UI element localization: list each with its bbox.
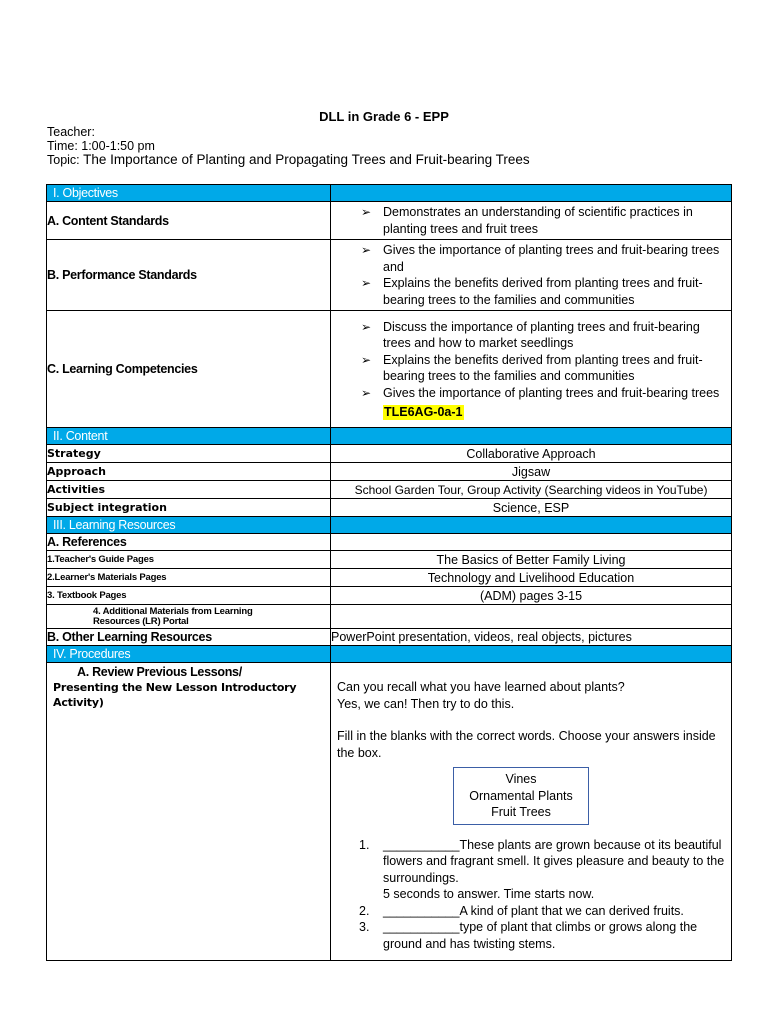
item-number: 1. — [359, 837, 370, 852]
performance-standards-row — [47, 240, 732, 311]
content-standards-list — [331, 202, 731, 239]
arrow-bullet-icon: ➢ — [361, 276, 372, 290]
table-row — [47, 499, 732, 517]
textbook-pages-label: 3. Textbook Pages — [47, 587, 331, 605]
teachers-guide-label: 1.Teacher's Guide Pages — [47, 551, 331, 569]
arrow-bullet-icon: ➢ — [361, 385, 372, 400]
time-line: Time: 1:00-1:50 pm — [47, 139, 155, 153]
list-item: ➢ Gives the importance of planting trees and fruit-bearing trees — [361, 385, 720, 400]
other-resources-value: PowerPoint presentation, videos, real objects, pictures — [331, 629, 732, 646]
performance-standards-label: B. Performance Standards — [47, 240, 331, 311]
list-item — [337, 837, 725, 903]
review-lesson-sublabel: Presenting the New Lesson Introductory Activity) — [53, 681, 297, 709]
table-row — [47, 569, 732, 587]
teachers-guide-value: The Basics of Better Family Living — [331, 551, 732, 569]
content-standards-label: A. Content Standards — [47, 202, 331, 240]
instruction-text: Fill in the blanks with the correct words. Choose your answers inside the box. — [337, 729, 716, 760]
subject-integration-label: Subject integration — [47, 499, 331, 517]
section-learning-resources — [47, 517, 732, 534]
item-number: 2. — [359, 903, 370, 918]
dll-table — [46, 184, 732, 961]
item-text: ___________A kind of plant that we can derived fruits. — [383, 903, 684, 918]
section-label: III. Learning Resources — [47, 517, 331, 534]
document-title: DLL in Grade 6 - EPP — [319, 109, 449, 124]
activities-value: School Garden Tour, Group Activity (Searching videos in YouTube) — [331, 481, 732, 499]
table-row — [47, 587, 732, 605]
table-row — [47, 629, 732, 646]
learners-materials-label: 2.Learner's Materials Pages — [47, 569, 331, 587]
intro-answer: Yes, we can! Then try to do this. — [337, 696, 515, 711]
arrow-bullet-icon: ➢ — [361, 319, 372, 334]
arrow-bullet-icon: ➢ — [361, 243, 372, 257]
section-objectives — [47, 185, 732, 202]
table-row — [47, 445, 732, 463]
intro-question: Can you recall what you have learned about plants? — [337, 680, 625, 694]
timer-note: 5 seconds to answer. Time starts now. — [383, 887, 595, 901]
learning-competencies-list — [331, 317, 731, 404]
topic-label: Topic: — [47, 153, 80, 167]
learners-materials-value: Technology and Livelihood Education — [331, 569, 732, 587]
section-procedures — [47, 646, 732, 663]
review-lesson-row — [47, 663, 732, 961]
performance-standards-list — [331, 240, 731, 310]
approach-label: Approach — [47, 463, 331, 481]
choice-item: Vines — [505, 772, 537, 786]
table-row — [47, 481, 732, 499]
choice-item: Ornamental Plants — [469, 788, 573, 803]
choice-item: Fruit Trees — [491, 805, 551, 819]
item-text: ___________type of plant that climbs or grows along the ground and has twisting stems. — [383, 920, 698, 951]
item-number: 3. — [359, 920, 370, 934]
list-item — [337, 903, 725, 920]
other-resources-label: B. Other Learning Resources — [47, 629, 331, 646]
approach-value: Jigsaw — [331, 463, 732, 481]
arrow-bullet-icon: ➢ — [361, 205, 372, 219]
section-content — [47, 428, 732, 445]
topic-text: The Importance of Planting and Propagating Trees and Fruit-bearing Trees — [83, 152, 530, 167]
additional-materials-label: 4. Additional Materials from Learning Resources (LR) Portal — [47, 605, 331, 629]
section-label: I. Objectives — [47, 185, 331, 202]
competency-code-highlight: TLE6AG-0a-1 — [384, 405, 463, 420]
subject-integration-value: Science, ESP — [331, 499, 732, 517]
review-lesson-label: A. Review Previous Lessons/ — [77, 665, 242, 679]
learning-competencies-row — [47, 311, 732, 428]
teacher-line: Teacher: — [47, 125, 95, 139]
textbook-pages-value: (ADM) pages 3-15 — [331, 587, 732, 605]
list-item: ➢ Gives the importance of planting trees and fruit-bearing trees and — [361, 243, 720, 274]
learning-competencies-label: C. Learning Competencies — [47, 311, 331, 428]
content-standards-row — [47, 202, 732, 240]
list-item — [337, 919, 725, 952]
list-item: ➢ Explains the benefits derived from planting trees and fruit-bearing trees to the families and communities — [361, 276, 703, 307]
section-label: IV. Procedures — [47, 646, 331, 663]
choices-box — [453, 767, 589, 825]
strategy-value: Collaborative Approach — [331, 445, 732, 463]
table-row — [47, 605, 732, 629]
table-row — [47, 463, 732, 481]
list-item: ➢ Discuss the importance of planting trees and fruit-bearing trees and how to market seedlings — [361, 319, 700, 351]
list-item: ➢ Demonstrates an understanding of scientific practices in planting trees and fruit trees — [361, 205, 693, 236]
topic-line — [47, 153, 530, 167]
item-text: ___________These plants are grown because ot its beautiful flowers and fragrant smell. It gives pleasure and beauty to the surroundings. — [383, 837, 725, 885]
fill-in-blanks-list — [337, 837, 725, 953]
references-label: A. References — [47, 534, 331, 551]
activities-label: Activities — [47, 481, 331, 499]
section-label: II. Content — [47, 428, 331, 445]
arrow-bullet-icon: ➢ — [361, 352, 372, 367]
table-row — [47, 534, 732, 551]
list-item: ➢ Explains the benefits derived from planting trees and fruit-bearing trees to the families and communities — [361, 352, 703, 384]
strategy-label: Strategy — [47, 445, 331, 463]
table-row — [47, 551, 732, 569]
additional-materials-value — [331, 605, 732, 629]
